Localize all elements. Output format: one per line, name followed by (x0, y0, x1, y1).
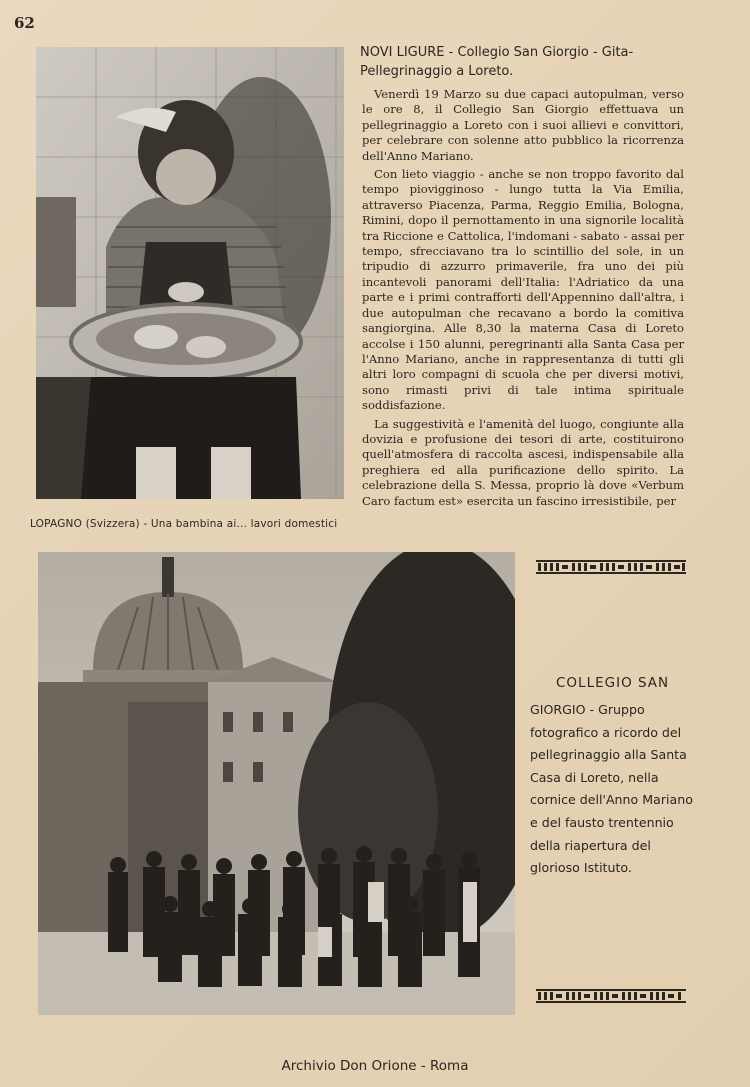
photo-bottom-caption-body: GIORGIO - Gruppo fotografico a ricordo del pellegrinaggio alla Santa Casa di Loreto, nella cornice dell'Anno Mariano e del fausto trentennio della riapertura del glorioso Istituto. (530, 702, 693, 876)
photo-girl-housework (36, 47, 344, 499)
decorative-ornament-top (536, 556, 686, 582)
photo-bottom-caption-heading: COLLEGIO SAN (556, 675, 670, 691)
article-title-line1: NOVI LIGURE - Collegio San Giorgio - Gita- (360, 45, 634, 60)
photo-top-caption: LOPAGNO (Svizzera) - Una bambina ai... lavori domestici (30, 518, 338, 530)
decorative-ornament-bottom (536, 985, 686, 1011)
article-paragraph: Venerdì 19 Marzo su due capaci autopulman, verso le ore 8, il Collegio San Giorgio effettuava un pellegrinaggio a Loreto con i suoi allievi e convittori, per celebrare con solenne atto pubblico la ricorrenza dell'Anno Mariano. (362, 87, 684, 163)
article-paragraph: Con lieto viaggio - anche se non troppo favorito dal tempo piovigginoso - lungo tutta la Via Emilia, attraverso Piacenza, Parma, Reggio Emilia, Bologna, Rimini, dopo il pernottamento in una signorile località tra Riccione e Cattolica, l'indomani - sabato - assai per tempo, sfrecciavano tra lo scintillio del sole, in un tripudio di azzurro primaverile, fra uno dei più incantevoli panorami dell'Italia: l'Adriatico da una parte e i primi contrafforti dell'Appennino dall'altra, i due autopulman che recavano a bordo la comitiva sangiorgina. Alle 8,30 la materna Casa di Loreto accolse i 150 alunni, peregrinanti alla Santa Casa per l'Anno Mariano, anche in rappresentanza di tutti gli altri loro compagni di scuola che per diversi motivi, sono rimasti privi di tale intima spirituale soddisfazione. (362, 167, 684, 413)
page-number: 62 (14, 14, 35, 32)
article-paragraph: La suggestività e l'amenità del luogo, congiunte alla dovizia e profusione dei tesori di arte, costituirono quell'atmosfera di raccolta ascesi, indispensabile alla preghiera ed alla purificazione dello spirito. La celebrazione della S. Messa, proprio là dove «Verbum Caro factum est» esercita un fascino irresistibile, per (362, 416, 684, 508)
page-footer: Archivio Don Orione - Roma (281, 1058, 469, 1074)
article-body (362, 87, 684, 512)
article-title (360, 43, 710, 81)
article-title-line2: Pellegrinaggio a Loreto. (360, 64, 514, 79)
photo-group-loreto (38, 552, 515, 1015)
